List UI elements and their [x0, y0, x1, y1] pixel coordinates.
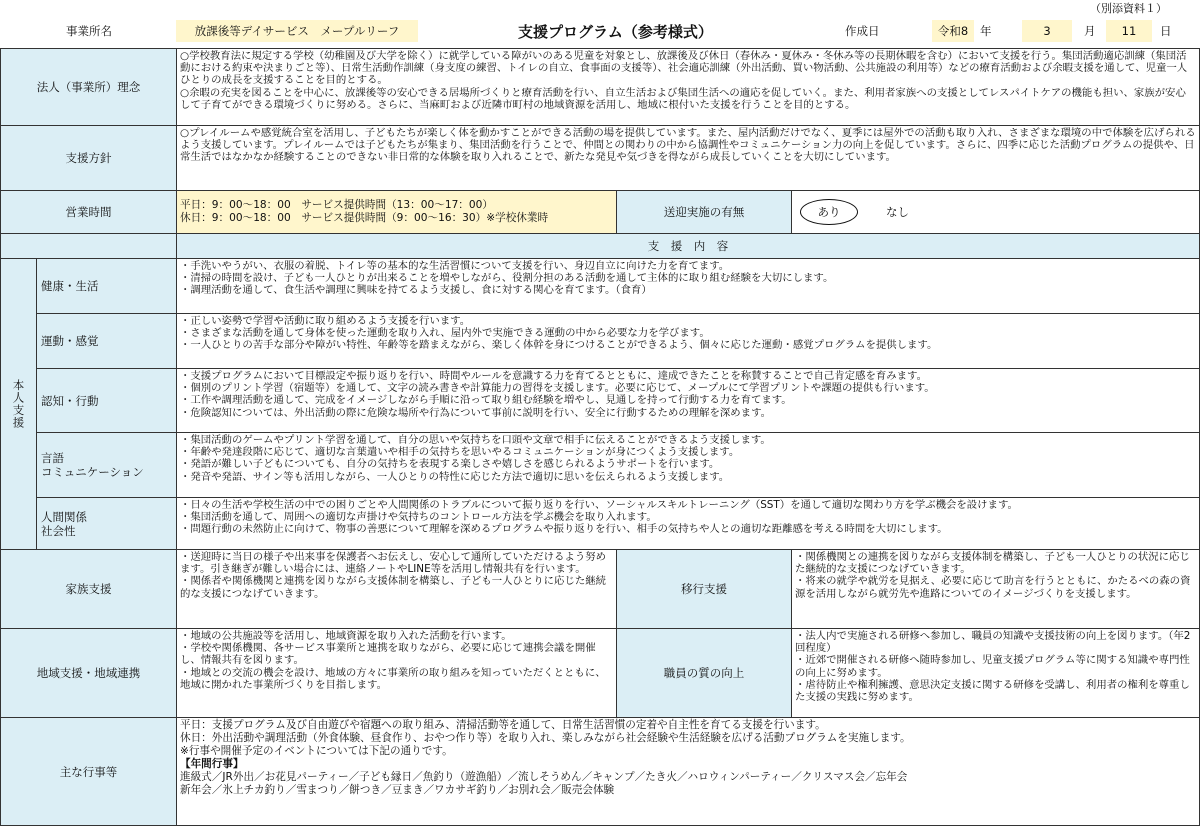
events-holiday: 休日：外出活動や調理活動（外食体験、昼食作り、おやつ作り等）を取り入れ、楽しみながら社会経験や生活経験を広げる活動プログラムを実施します。 [180, 732, 911, 744]
support-row-cognition-label: 認知・行動 [36, 368, 177, 433]
transport-option-yes[interactable]: あり [800, 199, 858, 225]
support-row-language-label: 言語 コミュニケーション [36, 432, 177, 498]
month-unit: 月 [1084, 24, 1096, 38]
events-annual-line2: 新年会／氷上チカ釣り／雪まつり／餅つき／豆まき／ワカサギ釣り／お別れ会／販売会体験 [180, 784, 615, 796]
community-label: 地域支援・地域連携 [0, 628, 177, 718]
transport-option-no[interactable]: なし [886, 205, 909, 219]
support-heading-blank [0, 233, 177, 259]
philosophy-text: ○学校教育法に規定する学校（幼稚園及び大学を除く）に就学している障がいのある児童を対象とし、放課後及び休日（春休み・夏休み・冬休み等の長期休暇を含む）において支援を行う。集団活動適応訓練（集団活動における約束や決まりごと等）、日常生活動作訓練（身支度の練習、トイレの自立、食事面の支援等）、社会適応訓練（外出活動、買い物活動、公共施設の利用等）などの療育活動および余暇支援を通して、児童一人ひとりの成長を支援することを目的とする。 ○余暇の充実を図ることを中心に、放課後等の安心できる居場所づくりと療育活動を行い、自立生活および集団生活への適応を促していく。また、利用者家族への支援としてレスパイトケアの機能も担い、家族が安心して子育てができる環境づくりに努める。さらに、当麻町および近隣市町村の地域資源を活用し、地域に根付いた支援を行うことを目的とする。 [176, 48, 1200, 126]
hours-label: 営業時間 [0, 190, 177, 234]
events-annual-line1: 進級式／JR外出／お花見パーティー／子ども縁日／魚釣り（遊漁船）／流しそうめん／キャンプ／たき火／ハロウィンパーティー／クリスマス会／忘年会 [180, 771, 908, 783]
community-text: ・地域の公共施設等を活用し、地域資源を取り入れた活動を行います。 ・学校や関係機関、各サービス事業所と連携を取りながら、必要に応じて連携会議を開催し、情報共有を図ります。 ・地域との交流の機会を設け、地域の方々に事業所の取り組みを知っていただくとともに、地域に開かれた事業所づくりを目指します。 [176, 628, 617, 718]
day-unit: 日 [1160, 24, 1172, 38]
hours-weekday: 平日：9：00～18：00 サービス提供時間（13：00～17：00） [180, 199, 493, 211]
support-row-social-text: ・日々の生活や学校生活の中での困りごとや人間関係のトラブルについて振り返りを行い、ソーシャルスキルトレーニング（SST）を通して適切な関わり方を学ぶ機会を設けます。 ・集団活動を通して、周囲への適切な声掛けや気持ちのコントロール方法を学ぶ機会を取り入れます。 ・問題行動の未然防止に向けて、物事の善悪について理解を深めるプログラムや振り返りを行い、相手の気持ちや人との適切な距離感を考える時間を大切にします。 [176, 497, 1200, 550]
philosophy-label: 法人（事業所）理念 [0, 48, 177, 126]
transport-options [791, 190, 1200, 234]
policy-text: ○プレイルームや感覚統合室を活用し、子どもたちが楽しく体を動かすことができる活動の場を提供しています。また、屋内活動だけでなく、夏季には屋外での活動も取り入れ、さまざまな環境の中で体験を広げられるよう支援しています。プレイルームでは子どもたちが集まり、集団活動を行うことで、仲間との関わりの中から協調性やコミュニケーション力の向上を促しています。さらに、四季に応じた活動プログラムの提供や、日常生活ではなかなか経験することのできない非日常的な体験を取り入れることで、新たな発見や気づきを得ながら成長していくことを大切にしています。 [176, 125, 1200, 191]
hours-text [176, 190, 617, 234]
events-label: 主な行事等 [0, 717, 177, 826]
support-row-language-text: ・集団活動のゲームやプリント学習を通して、自分の思いや気持ちを口頭や文章で相手に伝えることができるよう支援します。 ・年齢や発達段階に応じて、適切な言葉遣いや相手の気持ちを思いやるコミュニケーションが身につくよう支援します。 ・発語が難しい子どもについても、自分の気持ちを表現する楽しさや嬉しさを感じられるようサポートを行います。 ・発音や発語、サイン等も活用しながら、一人ひとりの特性に応じた方法で適切に思いを伝えられるよう支援します。 [176, 432, 1200, 498]
annex-label: （別添資料１） [1090, 2, 1167, 15]
support-row-motor-text: ・正しい姿勢で学習や活動に取り組めるよう支援を行います。 ・さまざまな活動を通して身体を使った運動を取り入れ、屋内外で実施できる運動の中から必要な力を学びます。 ・一人ひとりの苦手な部分や障がい特性、年齢等を踏まえながら、楽しく体幹を身につけることができるよう、個々に応じた運動・感覚プログラムを提供します。 [176, 313, 1200, 369]
hours-holiday: 休日：9：00～18：00 サービス提供時間（9：00～16：30）※学校休業時 [180, 212, 549, 224]
support-row-health-text: ・手洗いやうがい、衣服の着脱、トイレ等の基本的な生活習慣について支援を行い、身辺自立に向けた力を育てます。 ・清掃の時間を設け、子ども一人ひとりが出来ることを増やしながら、役割分担のある活動を通して主体的に取り組む経験を大切にします。 ・調理活動を通して、食生活や調理に興味を持てるよう支援し、食に対する関心を育てます。（食育） [176, 258, 1200, 314]
events-text [176, 717, 1200, 826]
day-value: 11 [1106, 20, 1152, 42]
support-heading: 支 援 内 容 [176, 233, 1200, 259]
support-row-health-label: 健康・生活 [36, 258, 177, 314]
support-row-cognition-text: ・支援プログラムにおいて目標設定や振り返りを行い、時間やルールを意識する力を育てるとともに、達成できたことを称賛することで自己肯定感を育みます。 ・個別のプリント学習（宿題等）を通して、文字の読み書きや計算能力の習得を支援します。必要に応じて、メープルにて学習プリントや課題の提供も行います。 ・工作や調理活動を通して、完成をイメージしながら手順に沿って取り組む経験を増やし、見通しを持って行動する力を育てます。 ・危険認知については、外出活動の際に危険な場所や行為について事前に説明を行い、安全に行動するための理解を深めます。 [176, 368, 1200, 433]
year-unit: 年 [980, 24, 992, 38]
events-note: ※行事や開催予定のイベントについては下記の通りです。 [180, 745, 453, 757]
policy-label: 支援方針 [0, 125, 177, 191]
era-value: 令和8 [932, 20, 974, 42]
date-label: 作成日 [845, 24, 880, 38]
support-row-motor-label: 運動・感覚 [36, 313, 177, 369]
staff-label: 職員の質の向上 [616, 628, 792, 718]
transport-label: 送迎実施の有無 [616, 190, 792, 234]
family-text: ・送迎時に当日の様子や出来事を保護者へお伝えし、安心して通所していただけるよう努めます。引き継ぎが難しい場合には、連絡ノートやLINE等を活用し情報共有を行います。 ・関係者や関係機関と連携を図りながら支援体制を構築し、子ども一人ひとりに応じた継続的な支援につなげていきます。 [176, 549, 617, 629]
transition-text: ・関係機関との連携を図りながら支援体制を構築し、子ども一人ひとりの状況に応じた継続的な支援につなげていきます。 ・将来の就学や就労を見据え、必要に応じて助言を行うとともに、かたるべの森の資源を活用しながら就労先や進路についてのイメージづくりを支援します。 [791, 549, 1200, 629]
page-title: 支援プログラム（参考様式） [518, 22, 713, 41]
transition-label: 移行支援 [616, 549, 792, 629]
month-value: 3 [1022, 20, 1072, 42]
family-label: 家族支援 [0, 549, 177, 629]
personal-support-text: 本人支援 [11, 379, 26, 429]
facility-name: 放課後等デイサービス メープルリーフ [176, 20, 418, 42]
personal-support-label [0, 258, 37, 550]
support-row-social-label: 人間関係 社会性 [36, 497, 177, 550]
staff-text: ・法人内で実施される研修へ参加し、職員の知識や支援技術の向上を図ります。（年2回程度） ・近郊で開催される研修へ随時参加し、児童支援プログラム等に関する知識や専門性の向上に努めます。 ・虐待防止や権利擁護、意思決定支援に関する研修を受講し、利用者の権利を尊重した支援の実践に努めます。 [791, 628, 1200, 718]
events-annual-heading: 【年間行事】 [180, 758, 244, 770]
facility-label: 事業所名 [66, 24, 112, 38]
events-weekday: 平日：支援プログラム及び自由遊びや宿題への取り組み、清掃活動等を通して、日常生活習慣の定着や自主性を育てる支援を行います。 [180, 719, 826, 731]
